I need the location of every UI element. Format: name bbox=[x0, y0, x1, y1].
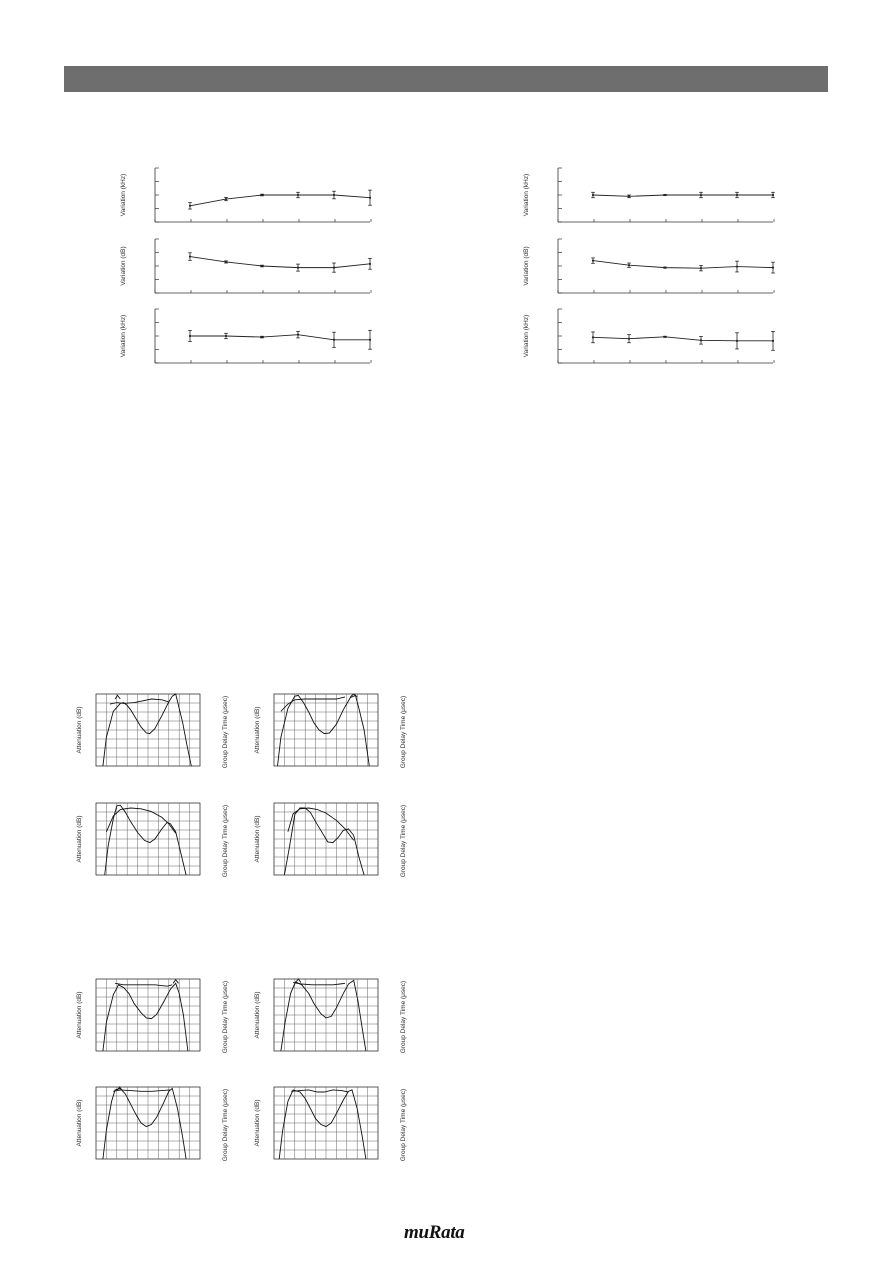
variation-chart-right-3 bbox=[518, 303, 758, 373]
group-delay-axis-label: Group Delay Time (μsec) bbox=[222, 695, 229, 769]
group-delay-axis-label: Group Delay Time (μsec) bbox=[400, 695, 407, 769]
variation-chart-left-3 bbox=[115, 303, 355, 373]
data-point bbox=[333, 339, 335, 341]
attenuation-axis-label: Attenuation (dB) bbox=[76, 706, 83, 754]
data-point bbox=[736, 194, 738, 196]
series-line bbox=[190, 257, 370, 268]
data-point bbox=[736, 340, 738, 342]
y-axis-label: Variation (kHz) bbox=[523, 314, 530, 358]
group-delay-axis-label: Group Delay Time (μsec) bbox=[400, 980, 407, 1054]
attenuation-axis-label: Attenuation (dB) bbox=[254, 991, 261, 1039]
attenuation-axis-label: Attenuation (dB) bbox=[254, 1099, 261, 1147]
data-point bbox=[592, 260, 594, 262]
data-point bbox=[664, 194, 666, 196]
response-chart-4b bbox=[250, 1079, 410, 1174]
response-chart-3b bbox=[250, 971, 410, 1066]
response-chart-2a bbox=[72, 795, 232, 890]
attenuation-curve bbox=[103, 983, 188, 1051]
y-axis-label: Variation (kHz) bbox=[523, 173, 530, 217]
data-point bbox=[772, 194, 774, 196]
data-point bbox=[225, 198, 227, 200]
y-axis-label: Variation (dB) bbox=[120, 246, 127, 286]
group-delay-curve bbox=[110, 699, 169, 704]
group-delay-axis-label: Group Delay Time (μsec) bbox=[222, 804, 229, 878]
group-delay-axis-label: Group Delay Time (μsec) bbox=[400, 804, 407, 878]
murata-logo bbox=[404, 1222, 488, 1244]
logo-text: muRata bbox=[404, 1222, 465, 1243]
data-point bbox=[700, 194, 702, 196]
data-point bbox=[189, 205, 191, 207]
attenuation-curve bbox=[279, 1090, 366, 1159]
data-point bbox=[369, 339, 371, 341]
attenuation-axis-label: Attenuation (dB) bbox=[254, 815, 261, 863]
response-chart-1a bbox=[72, 686, 232, 781]
data-point bbox=[297, 334, 299, 336]
y-axis-label: Variation (kHz) bbox=[120, 314, 127, 358]
data-point bbox=[261, 194, 263, 196]
group-delay-curve bbox=[288, 808, 354, 840]
data-point bbox=[628, 338, 630, 340]
data-point bbox=[297, 267, 299, 269]
attenuation-axis-label: Attenuation (dB) bbox=[254, 706, 261, 754]
variation-chart-left-1 bbox=[115, 162, 355, 232]
data-point bbox=[592, 336, 594, 338]
data-point bbox=[225, 335, 227, 337]
series-line bbox=[593, 195, 773, 196]
attenuation-axis-label: Attenuation (dB) bbox=[76, 991, 83, 1039]
data-point bbox=[261, 336, 263, 338]
response-chart-1b bbox=[250, 686, 410, 781]
curve-peak bbox=[296, 979, 302, 983]
data-point bbox=[592, 194, 594, 196]
data-point bbox=[772, 267, 774, 269]
attenuation-axis-label: Attenuation (dB) bbox=[76, 1099, 83, 1147]
data-point bbox=[261, 265, 263, 267]
series-line bbox=[190, 335, 370, 340]
variation-chart-right-2 bbox=[518, 233, 758, 303]
attenuation-curve bbox=[281, 980, 366, 1051]
response-chart-3a bbox=[72, 971, 232, 1066]
data-point bbox=[772, 340, 774, 342]
y-axis-label: Variation (dB) bbox=[523, 246, 530, 286]
response-chart-2b bbox=[250, 795, 410, 890]
data-point bbox=[333, 194, 335, 196]
data-point bbox=[333, 267, 335, 269]
data-point bbox=[700, 339, 702, 341]
data-point bbox=[297, 194, 299, 196]
group-delay-axis-label: Group Delay Time (μsec) bbox=[222, 1088, 229, 1162]
y-axis-label: Variation (kHz) bbox=[120, 173, 127, 217]
data-point bbox=[369, 197, 371, 199]
data-point bbox=[225, 261, 227, 263]
series-line bbox=[593, 261, 773, 269]
group-delay-axis-label: Group Delay Time (μsec) bbox=[400, 1088, 407, 1162]
data-point bbox=[664, 336, 666, 338]
group-delay-axis-label: Group Delay Time (μsec) bbox=[222, 980, 229, 1054]
data-point bbox=[189, 335, 191, 337]
data-point bbox=[369, 263, 371, 265]
series-line bbox=[593, 337, 773, 341]
attenuation-curve bbox=[284, 808, 364, 875]
series-line bbox=[190, 195, 370, 206]
data-point bbox=[664, 267, 666, 269]
attenuation-axis-label: Attenuation (dB) bbox=[76, 815, 83, 863]
curve-peak bbox=[115, 695, 120, 699]
group-delay-curve bbox=[115, 983, 172, 986]
data-point bbox=[189, 255, 191, 257]
data-point bbox=[628, 195, 630, 197]
response-chart-4a bbox=[72, 1079, 232, 1174]
data-point bbox=[736, 265, 738, 267]
header-bar bbox=[64, 66, 828, 92]
variation-chart-right-1 bbox=[518, 162, 758, 232]
data-point bbox=[628, 264, 630, 266]
attenuation-curve bbox=[278, 695, 370, 766]
variation-chart-left-2 bbox=[115, 233, 355, 303]
data-point bbox=[700, 267, 702, 269]
attenuation-curve bbox=[103, 1088, 186, 1159]
